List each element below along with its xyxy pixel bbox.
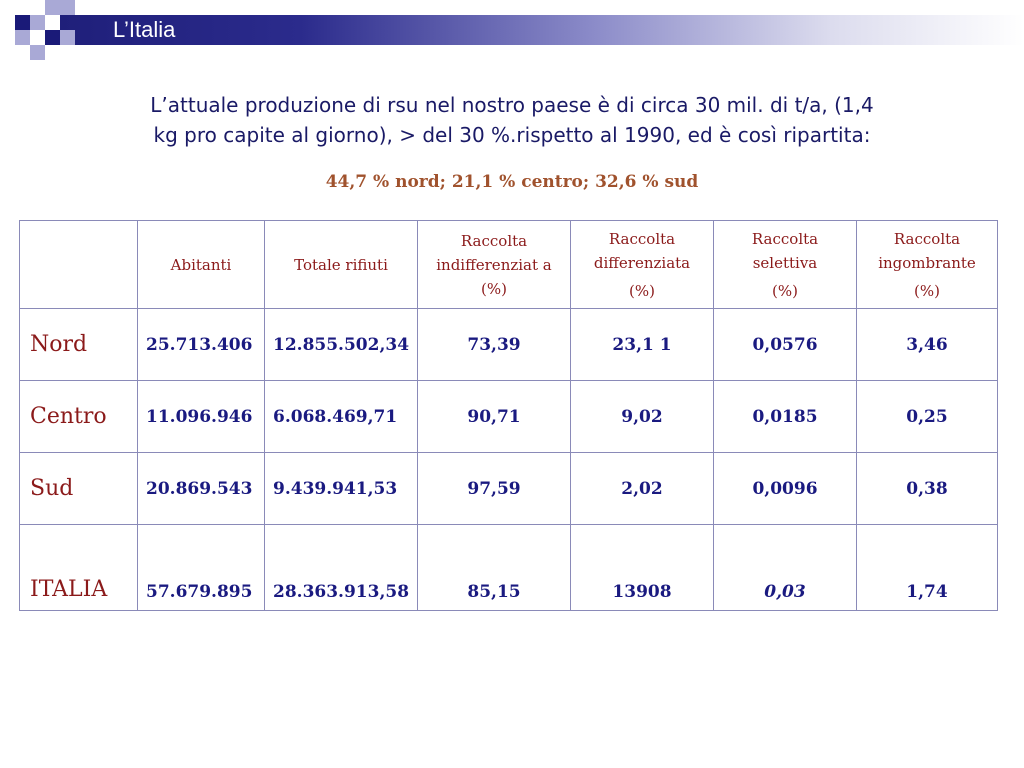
row-name: Nord [20,309,138,381]
header-cell [714,221,857,309]
header-bar [60,15,1024,45]
cell-indifferenziata: 97,59 [418,453,571,525]
decor-square [30,45,45,60]
intro-line-2: kg pro capite al giorno), > del 30 %.rispetto al 1990, ed è così ripartita: [153,123,871,147]
header-label: Raccolta ingombrante [878,229,976,272]
decor-square [60,0,75,15]
header-unit: (%) [772,281,798,300]
decor-square [45,30,60,45]
header-cell [265,221,418,309]
slide-title: L’Italia [113,17,176,42]
row-name: ITALIA [20,525,138,611]
cell-selettiva: 0,0185 [714,381,857,453]
cell-selettiva: 0,03 [714,525,857,611]
intro-text [60,90,964,150]
table-row-total [20,525,998,611]
cell-abitanti: 11.096.946 [138,381,265,453]
row-name: Sud [20,453,138,525]
cell-totale-rifiuti: 9.439.941,53 [265,453,418,525]
cell-indifferenziata: 73,39 [418,309,571,381]
table-header-row [20,221,998,309]
waste-table [19,220,998,611]
cell-ingombrante: 1,74 [857,525,998,611]
intro-line-1: L’attuale produzione di rsu nel nostro paese è di circa 30 mil. di t/a, (1,4 [150,93,874,117]
table-row [20,453,998,525]
row-name: Centro [20,381,138,453]
cell-totale-rifiuti: 6.068.469,71 [265,381,418,453]
header-label: Raccolta differenziata [593,229,691,272]
header-label: Raccolta indifferenziat a (%) [436,231,552,298]
cell-differenziata: 9,02 [571,381,714,453]
header-cell [418,221,571,309]
cell-abitanti: 57.679.895 [138,525,265,611]
cell-totale-rifiuti: 28.363.913,58 [265,525,418,611]
decor-square [45,0,60,15]
header-cell [571,221,714,309]
header-cell-empty [20,221,138,309]
cell-abitanti: 20.869.543 [138,453,265,525]
cell-ingombrante: 0,38 [857,453,998,525]
cell-differenziata: 2,02 [571,453,714,525]
cell-indifferenziata: 90,71 [418,381,571,453]
cell-ingombrante: 0,25 [857,381,998,453]
header-unit: (%) [914,281,940,300]
cell-ingombrante: 3,46 [857,309,998,381]
cell-selettiva: 0,0576 [714,309,857,381]
header-label: Abitanti [170,255,232,274]
header-label: Raccolta selettiva [751,229,819,272]
header-label: Totale rifiuti [294,255,388,274]
header-unit: (%) [629,281,655,300]
table-row [20,381,998,453]
cell-indifferenziata: 85,15 [418,525,571,611]
header-cell [138,221,265,309]
decor-square [15,15,30,30]
decor-square [60,30,75,45]
decor-square [15,30,30,45]
cell-differenziata: 13908 [571,525,714,611]
cell-totale-rifiuti: 12.855.502,34 [265,309,418,381]
cell-selettiva: 0,0096 [714,453,857,525]
decor-square [30,15,45,30]
cell-differenziata: 23,1 1 [571,309,714,381]
cell-abitanti: 25.713.406 [138,309,265,381]
distribution-text: 44,7 % nord; 21,1 % centro; 32,6 % sud [325,172,699,192]
header-cell [857,221,998,309]
table-row [20,309,998,381]
